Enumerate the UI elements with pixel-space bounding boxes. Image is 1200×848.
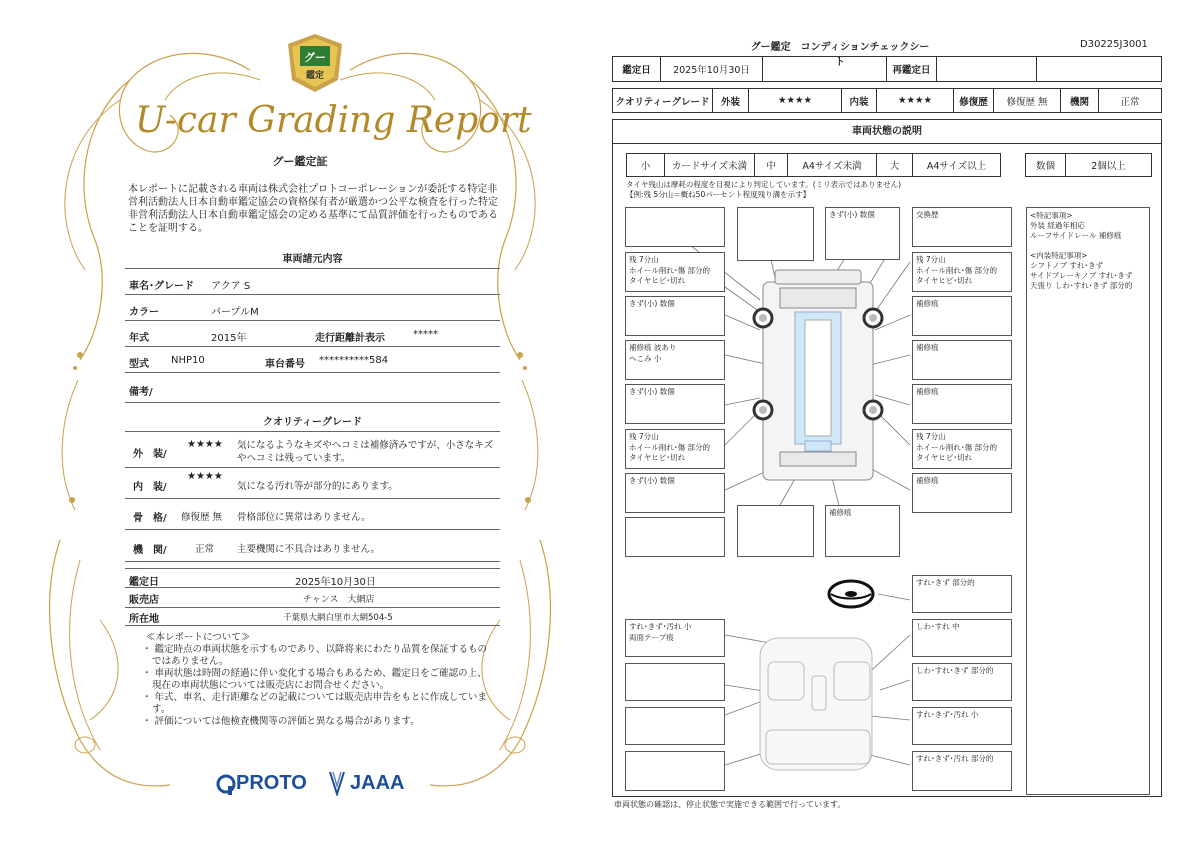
special-notes-box [1026, 207, 1150, 795]
mileage-value: ***** [413, 329, 438, 340]
int-box-right-front-seat: しわ･すれ･きず 部分的 [912, 663, 1012, 701]
jaaa-logo-icon [327, 770, 347, 796]
note-item: ・ 車両状態は時間の経過に伴い変化する場合もあるため、鑑定日をご確認の上、現在の車両状態については販売店にお問合せください。 [142, 668, 487, 691]
engine-description: 主要機関に不具合はありません。 [237, 544, 381, 555]
ext-box-front-left [625, 207, 725, 247]
certificate-title: U-car Grading Report [135, 100, 532, 141]
appraisal-date-label: 鑑定日 [129, 577, 159, 588]
ext-box-rear-center: 補修痕 [825, 505, 900, 557]
grade-row-frame [125, 501, 500, 530]
legend-large-desc: A4サイズ以上 [926, 161, 987, 172]
legend-small-desc: カードサイズ未満 [665, 154, 755, 176]
empty-cell [763, 57, 887, 81]
ext-box-tire-front-left: 残 7分山 ホイール削れ･傷 部分的 タイヤヒビ･切れ [625, 252, 725, 292]
ext-box-left-door: 補修痕 波あり へこみ 小 [625, 340, 725, 380]
year-value: 2015年 [211, 333, 247, 344]
ext-box-rear [737, 505, 814, 557]
appraisal-date-row [125, 568, 500, 588]
note-item: ・ 評価については他検査機関等の評価と異なる場合があります。 [142, 716, 420, 727]
reappraisal-value [937, 57, 1037, 81]
ext-box-front [737, 207, 814, 261]
goo-appraisal-badge-icon [286, 32, 344, 94]
grade-row-engine [125, 532, 500, 562]
legend-count-desc: 2個以上 [1091, 161, 1126, 172]
int-box-ceiling: しわ･すれ 中 [912, 619, 1012, 657]
legend-medium: 中 [755, 154, 788, 176]
address-row [125, 608, 500, 626]
spec-row-remarks [125, 375, 500, 403]
engine-label: 機関 [1061, 89, 1099, 112]
ext-box-front-right: 交換歴 [912, 207, 1012, 247]
date-table [612, 56, 1162, 82]
year-label: 年式 [129, 333, 149, 344]
exterior-label: 外 装/ [133, 449, 167, 460]
spacer [1030, 241, 1146, 251]
report-notes [140, 632, 490, 728]
ext-box-right-door: 補修痕 [912, 340, 1012, 380]
address-value: 千葉県大網白里市大網504-5 [283, 613, 393, 623]
interior-note-line: シフトノブ すれ･きず [1030, 261, 1104, 270]
certificate-intro: 本レポートに記載される車両は株式会社プロトコーポレーションが委託する特定非営利活動法人日本自動車鑑定協会の資格保有者が厳選かつ公平な検査を行った特定非営利活動法人日本自動車鑑定協会の定める基準にて品質評価を行ったものであることを証明する。 [128, 184, 498, 234]
legend-large: 大 [877, 154, 913, 176]
frame-value: 修復歴 無 [181, 512, 223, 523]
int-box-console: すれ･きず･汚れ 小 [912, 707, 1012, 745]
interior-stars: ★★★★ [877, 89, 954, 112]
note-item: ・ 年式、車名、走行距離などの記載については販売店申告をもとに作成しています。 [142, 692, 487, 715]
interior-description: 気になる汚れ等が部分的にあります。 [237, 481, 398, 492]
int-box-rear-left [625, 751, 725, 791]
interior-note-line: サイドブレーキノブ すれ･きず [1030, 271, 1133, 280]
ext-box-rear-left [625, 517, 725, 557]
grade-heading: クオリティーグレード [263, 417, 362, 428]
legend-count: 数個 [1026, 154, 1066, 176]
repair-history-label: 修復歴 [954, 89, 994, 112]
count-legend [1025, 153, 1152, 177]
name-label: 車名･グレード [129, 281, 194, 292]
chassis-value: **********584 [319, 355, 389, 366]
model-label: 型式 [129, 359, 149, 370]
ext-box-right-rear-door: 補修痕 [912, 384, 1012, 424]
color-label: カラー [129, 307, 159, 318]
ext-box-right-fender: 補修痕 [912, 296, 1012, 336]
exterior-stars: ★★★★ [749, 89, 842, 112]
spec-row-color [125, 297, 500, 321]
ext-box-roof-front: きず(小) 数個 [825, 207, 900, 260]
name-value: アクア S [211, 281, 251, 292]
tire-note-example: 【例:残 5分山＝概ね50パーセント程度残り溝を示す】 [626, 190, 811, 199]
interior-label: 内装 [842, 89, 877, 112]
empty-cell [1037, 57, 1161, 81]
exterior-label: 外装 [713, 89, 749, 112]
spec-row-model [125, 349, 500, 373]
exterior-stars: ★★★★ [187, 439, 223, 450]
special-notes-title: <特記事項> [1030, 211, 1073, 220]
footer-note: 車両状態の確認は、停止状態で実施できる範囲で行っています。 [614, 800, 846, 809]
frame-label: 骨 格/ [133, 513, 167, 524]
tire-note-line: タイヤ残山は摩耗の程度を目視により判定しています。(ミリ表示ではありません) [626, 180, 902, 189]
spec-row-year [125, 323, 500, 347]
repair-history-value: 修復歴 無 [994, 89, 1061, 112]
sheet-title: グー鑑定 コンディションチェックシート [750, 42, 930, 68]
model-value: NHP10 [171, 355, 205, 366]
divider [125, 431, 500, 432]
condition-title: 車両状態の説明 [613, 120, 1161, 144]
specs-heading: 車両諸元内容 [282, 254, 343, 265]
date-label: 鑑定日 [613, 57, 661, 81]
color-value: パープルM [211, 307, 259, 318]
reappraisal-label: 再鑑定日 [887, 57, 937, 81]
svg-text:鑑定: 鑑定 [305, 71, 325, 81]
ext-box-tire-rear-right: 残 7分山 ホイール削れ･傷 部分的 タイヤヒビ･切れ [912, 429, 1012, 469]
grade-row-exterior [125, 435, 500, 468]
spec-row-name [125, 272, 500, 295]
frame-description: 骨格部位に異常はありません。 [237, 512, 371, 523]
interior-notes-title: <内装特記事項> [1030, 251, 1088, 260]
chassis-label: 車台番号 [265, 359, 305, 370]
exterior-description: 気になるようなキズやヘコミは補修済みですが、小さなキズやヘコミは残っています。 [237, 440, 494, 464]
legend-medium-desc: A4サイズ未満 [788, 154, 877, 176]
svg-text:グー: グー [304, 51, 326, 64]
ext-box-tire-front-right: 残 7分山 ホイール削れ･傷 部分的 タイヤヒビ･切れ [912, 252, 1012, 292]
proto-logo-icon [216, 774, 236, 796]
date-value: 2025年10月30日 [661, 57, 763, 81]
engine-value: 正常 [1120, 96, 1140, 108]
ext-box-right-quarter: 補修痕 [912, 473, 1012, 513]
proto-logo: PROTO [236, 772, 307, 794]
int-box-left-front-seat [625, 663, 725, 701]
int-box-left-door-trim [625, 707, 725, 745]
ext-box-left-rear-door: きず(小) 数個 [625, 384, 725, 424]
divider [125, 268, 500, 269]
dealer-value: チャンス 大網店 [303, 595, 375, 605]
interior-stars: ★★★★ [187, 471, 223, 482]
int-box-rear-seat: すれ･きず･汚れ 部分的 [912, 751, 1012, 791]
ext-box-left-quarter: きず(小) 数個 [625, 473, 725, 513]
remarks-label: 備考/ [129, 387, 153, 398]
interior-note-line: 天張り しわ･すれ･きず 部分的 [1030, 281, 1133, 290]
appraisal-date-value: 2025年10月30日 [295, 577, 376, 588]
int-box-steering: すれ･きず 部分的 [912, 575, 1012, 613]
certificate-subtitle: グー鑑定証 [272, 155, 328, 168]
mileage-label: 走行距離計表示 [315, 333, 385, 344]
dealer-label: 販売店 [129, 595, 159, 606]
quality-grade-label: クオリティーグレード [613, 89, 713, 112]
engine-value: 正常 [195, 544, 215, 555]
notes-list [140, 644, 490, 728]
sheet-code: D30225J3001 [1080, 39, 1148, 50]
special-note-line: 外装 経過年相応 [1030, 221, 1085, 230]
jaaa-logo: JAAA [350, 772, 405, 794]
address-label: 所在地 [129, 614, 159, 625]
dealer-row [125, 588, 500, 608]
note-item: ・ 鑑定時点の車両状態を示すものであり、以降将来にわたり品質を保証するものではありません。 [142, 644, 488, 667]
notes-title: ≪本レポートについて≫ [146, 632, 251, 643]
size-legend [626, 153, 1001, 177]
int-box-dashboard: すれ･きず･汚れ 小 両面テープ痕 [625, 619, 725, 657]
grade-row-interior [125, 470, 500, 499]
tire-note [626, 180, 901, 200]
legend-small: 小 [627, 154, 665, 176]
ext-box-tire-rear-left: 残 7分山 ホイール削れ･傷 部分的 タイヤヒビ･切れ [625, 429, 725, 469]
special-note-line: ルーフサイドレール 補修痕 [1030, 231, 1122, 240]
ext-box-left-fender: きず(小) 数個 [625, 296, 725, 336]
grade-table [612, 88, 1162, 113]
condition-check-sheet [600, 0, 1200, 848]
engine-label: 機 関/ [133, 545, 167, 556]
interior-label: 内 装/ [133, 482, 167, 493]
